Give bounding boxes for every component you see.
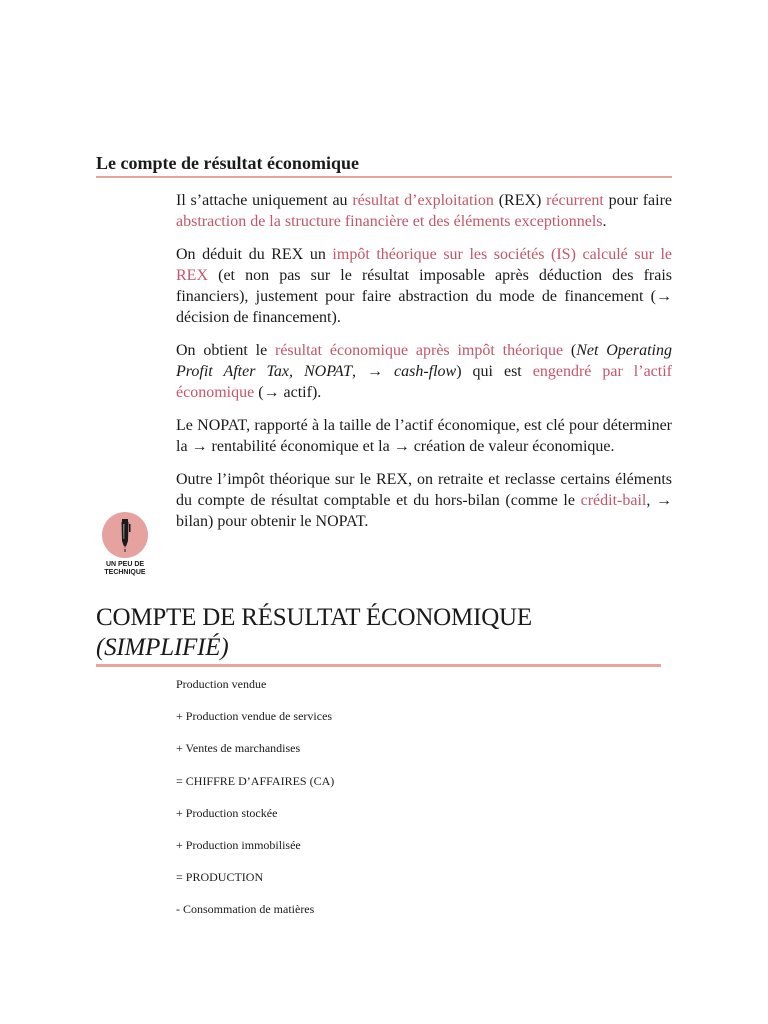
highlight-term: abstraction de la structure financière et des éléments exceptionnels bbox=[176, 213, 603, 230]
account-row: + Production vendue de services bbox=[176, 709, 333, 724]
highlight-term: résultat d’exploitation bbox=[352, 192, 494, 209]
paragraph-retraitement bbox=[176, 469, 672, 532]
text-run: ( bbox=[563, 342, 577, 359]
paragraph-rentabilite bbox=[176, 415, 672, 457]
text-run: (et non pas sur le résultat imposable après déduction des frais financiers), justement pour faire abstraction du mode de financement (→ décision de financement). bbox=[176, 267, 672, 326]
italic-term: Net Operating Profit After Tax, NOPAT bbox=[176, 342, 672, 380]
paragraph-rex bbox=[176, 190, 672, 232]
badge-label-line: UN PEU DE bbox=[105, 561, 145, 568]
text-run: On obtient le bbox=[176, 342, 275, 359]
account-list bbox=[176, 676, 334, 934]
highlight-term: engendré par l’actif économique bbox=[176, 363, 673, 401]
badge-label bbox=[96, 561, 154, 577]
text-run: (REX) bbox=[493, 192, 547, 209]
highlight-term: résultat économique après impôt théorique bbox=[274, 342, 564, 359]
account-row: + Production stockée bbox=[176, 805, 278, 820]
text-run: Outre l’impôt théorique sur le REX, on retraite et reclasse certains éléments du compte de résultat comptable et du hors-bilan (comme le bbox=[176, 471, 672, 509]
text-run: . bbox=[602, 213, 607, 230]
account-row: = CHIFFRE D’AFFAIRES (CA) bbox=[176, 773, 335, 788]
text-run: pour faire bbox=[603, 192, 673, 209]
table-title bbox=[96, 603, 676, 663]
highlight-term: récurrent bbox=[546, 192, 604, 209]
heading-rule bbox=[96, 176, 672, 178]
body-text bbox=[176, 190, 672, 544]
account-row: Production vendue bbox=[176, 677, 267, 691]
text-run: Le NOPAT, rapporté à la taille de l’actif économique, est clé pour déterminer la → rentabilité économique et la → création de valeur économique. bbox=[176, 417, 672, 455]
account-row: - Consommation de matières bbox=[176, 902, 315, 917]
section-heading: Le compte de résultat économique bbox=[96, 153, 359, 173]
text-run: , → bbox=[351, 363, 394, 380]
title-rule bbox=[96, 664, 661, 667]
badge-label-line: TECHNIQUE bbox=[104, 569, 146, 576]
text-run: ) qui est bbox=[456, 363, 533, 380]
account-row: + Ventes de marchandises bbox=[176, 741, 301, 756]
account-row: + Production immobilisée bbox=[176, 837, 301, 852]
badge-circle bbox=[102, 512, 148, 558]
account-row: = PRODUCTION bbox=[176, 870, 264, 885]
text-run: (→ actif). bbox=[254, 384, 322, 401]
paragraph-nopat bbox=[176, 340, 672, 403]
text-run: On déduit du REX un bbox=[176, 246, 333, 263]
paragraph-impot bbox=[176, 244, 672, 328]
highlight-term: crédit-bail bbox=[580, 492, 647, 509]
italic-term: cash-flow bbox=[393, 363, 457, 380]
highlight-term: impôt théorique sur les sociétés (IS) calculé sur le REX bbox=[176, 246, 673, 284]
table-title-subtitle: (SIMPLIFIÉ) bbox=[96, 634, 229, 661]
text-run: Il s’attache uniquement au bbox=[176, 192, 353, 209]
technique-badge bbox=[96, 512, 154, 577]
pen-icon bbox=[115, 517, 135, 553]
table-title-main: COMPTE DE RÉSULTAT ÉCONOMIQUE bbox=[96, 604, 532, 631]
text-run: , → bilan) pour obtenir le NOPAT. bbox=[176, 492, 673, 530]
